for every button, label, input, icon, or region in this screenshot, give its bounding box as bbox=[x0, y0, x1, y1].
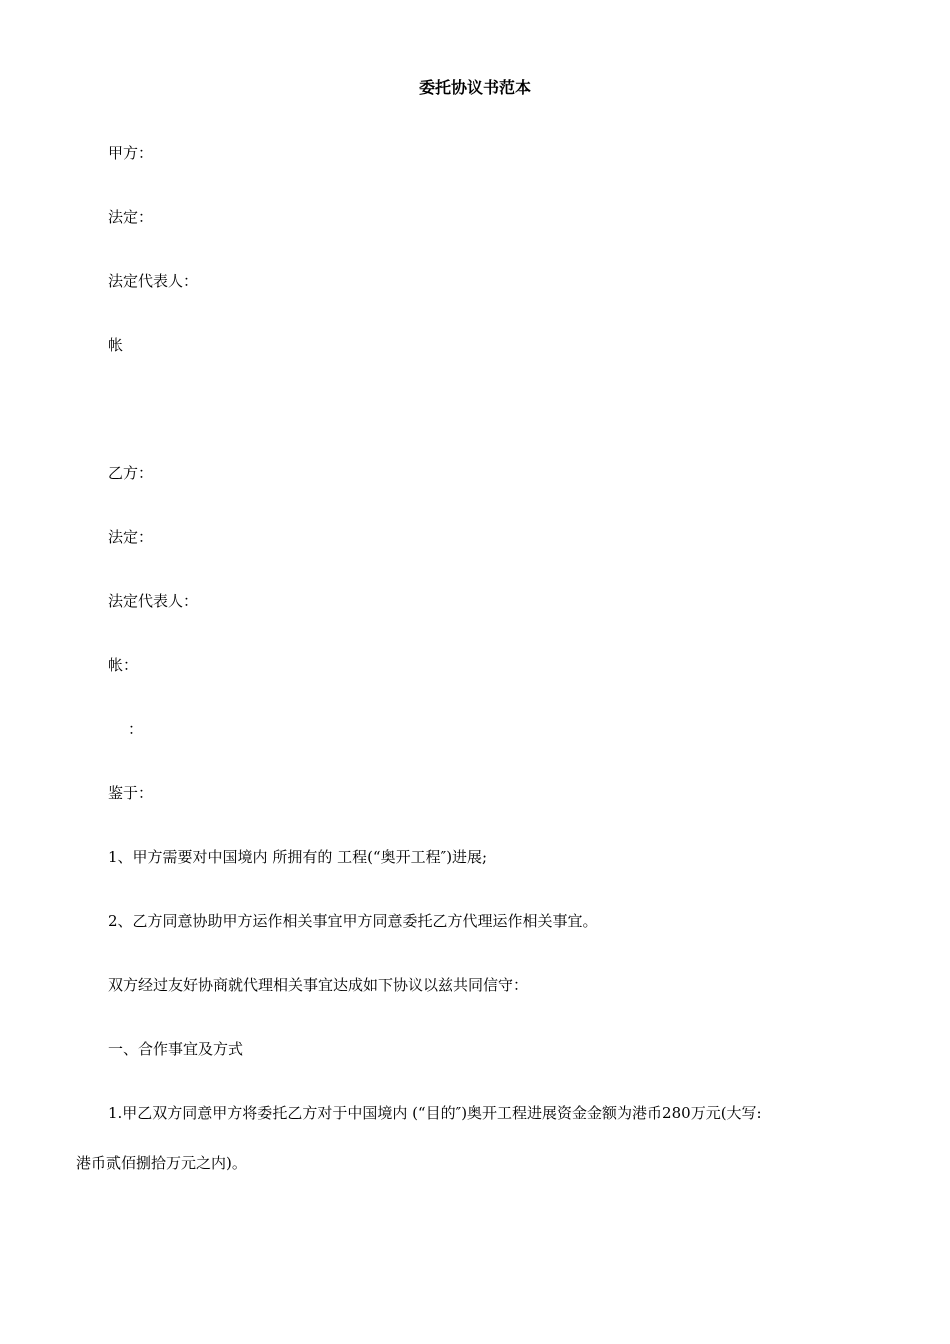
section-1-heading: 一、合作事宜及方式 bbox=[108, 1040, 244, 1058]
party-a-legal-rep: 法定代表人： bbox=[108, 272, 199, 290]
document-title: 委托协议书范本 bbox=[418, 78, 531, 97]
party-a-account: 帐 bbox=[108, 336, 124, 354]
agreement-intro: 双方经过友好协商就代理相关事宜达成如下协议以兹共同信守： bbox=[108, 976, 529, 994]
party-b-label: 乙方： bbox=[108, 464, 154, 482]
section-1-item-1-line-1: 1.甲乙双方同意甲方将委托乙方对于中国境内 (“目的″)奥开工程进展资金金额为港币280万元(大写: bbox=[108, 1104, 762, 1122]
party-b-account: 帐： bbox=[108, 656, 139, 674]
party-a-label: 甲方： bbox=[108, 144, 154, 162]
section-1-item-1-line-2: 港币贰佰捌拾万元之内)。 bbox=[76, 1154, 247, 1172]
clause-2: 2、乙方同意协助甲方运作相关事宜甲方同意委托乙方代理运作相关事宜。 bbox=[108, 912, 598, 930]
party-b-legal-rep: 法定代表人： bbox=[108, 592, 199, 610]
party-a-legal: 法定： bbox=[108, 208, 154, 226]
party-b-blank-line: ： bbox=[128, 720, 144, 738]
party-b-legal: 法定： bbox=[108, 528, 154, 546]
clause-1: 1、甲方需要对中国境内 所拥有的 工程(“奥开工程″)进展; bbox=[108, 848, 488, 866]
whereas-heading: 鉴于： bbox=[108, 784, 154, 802]
